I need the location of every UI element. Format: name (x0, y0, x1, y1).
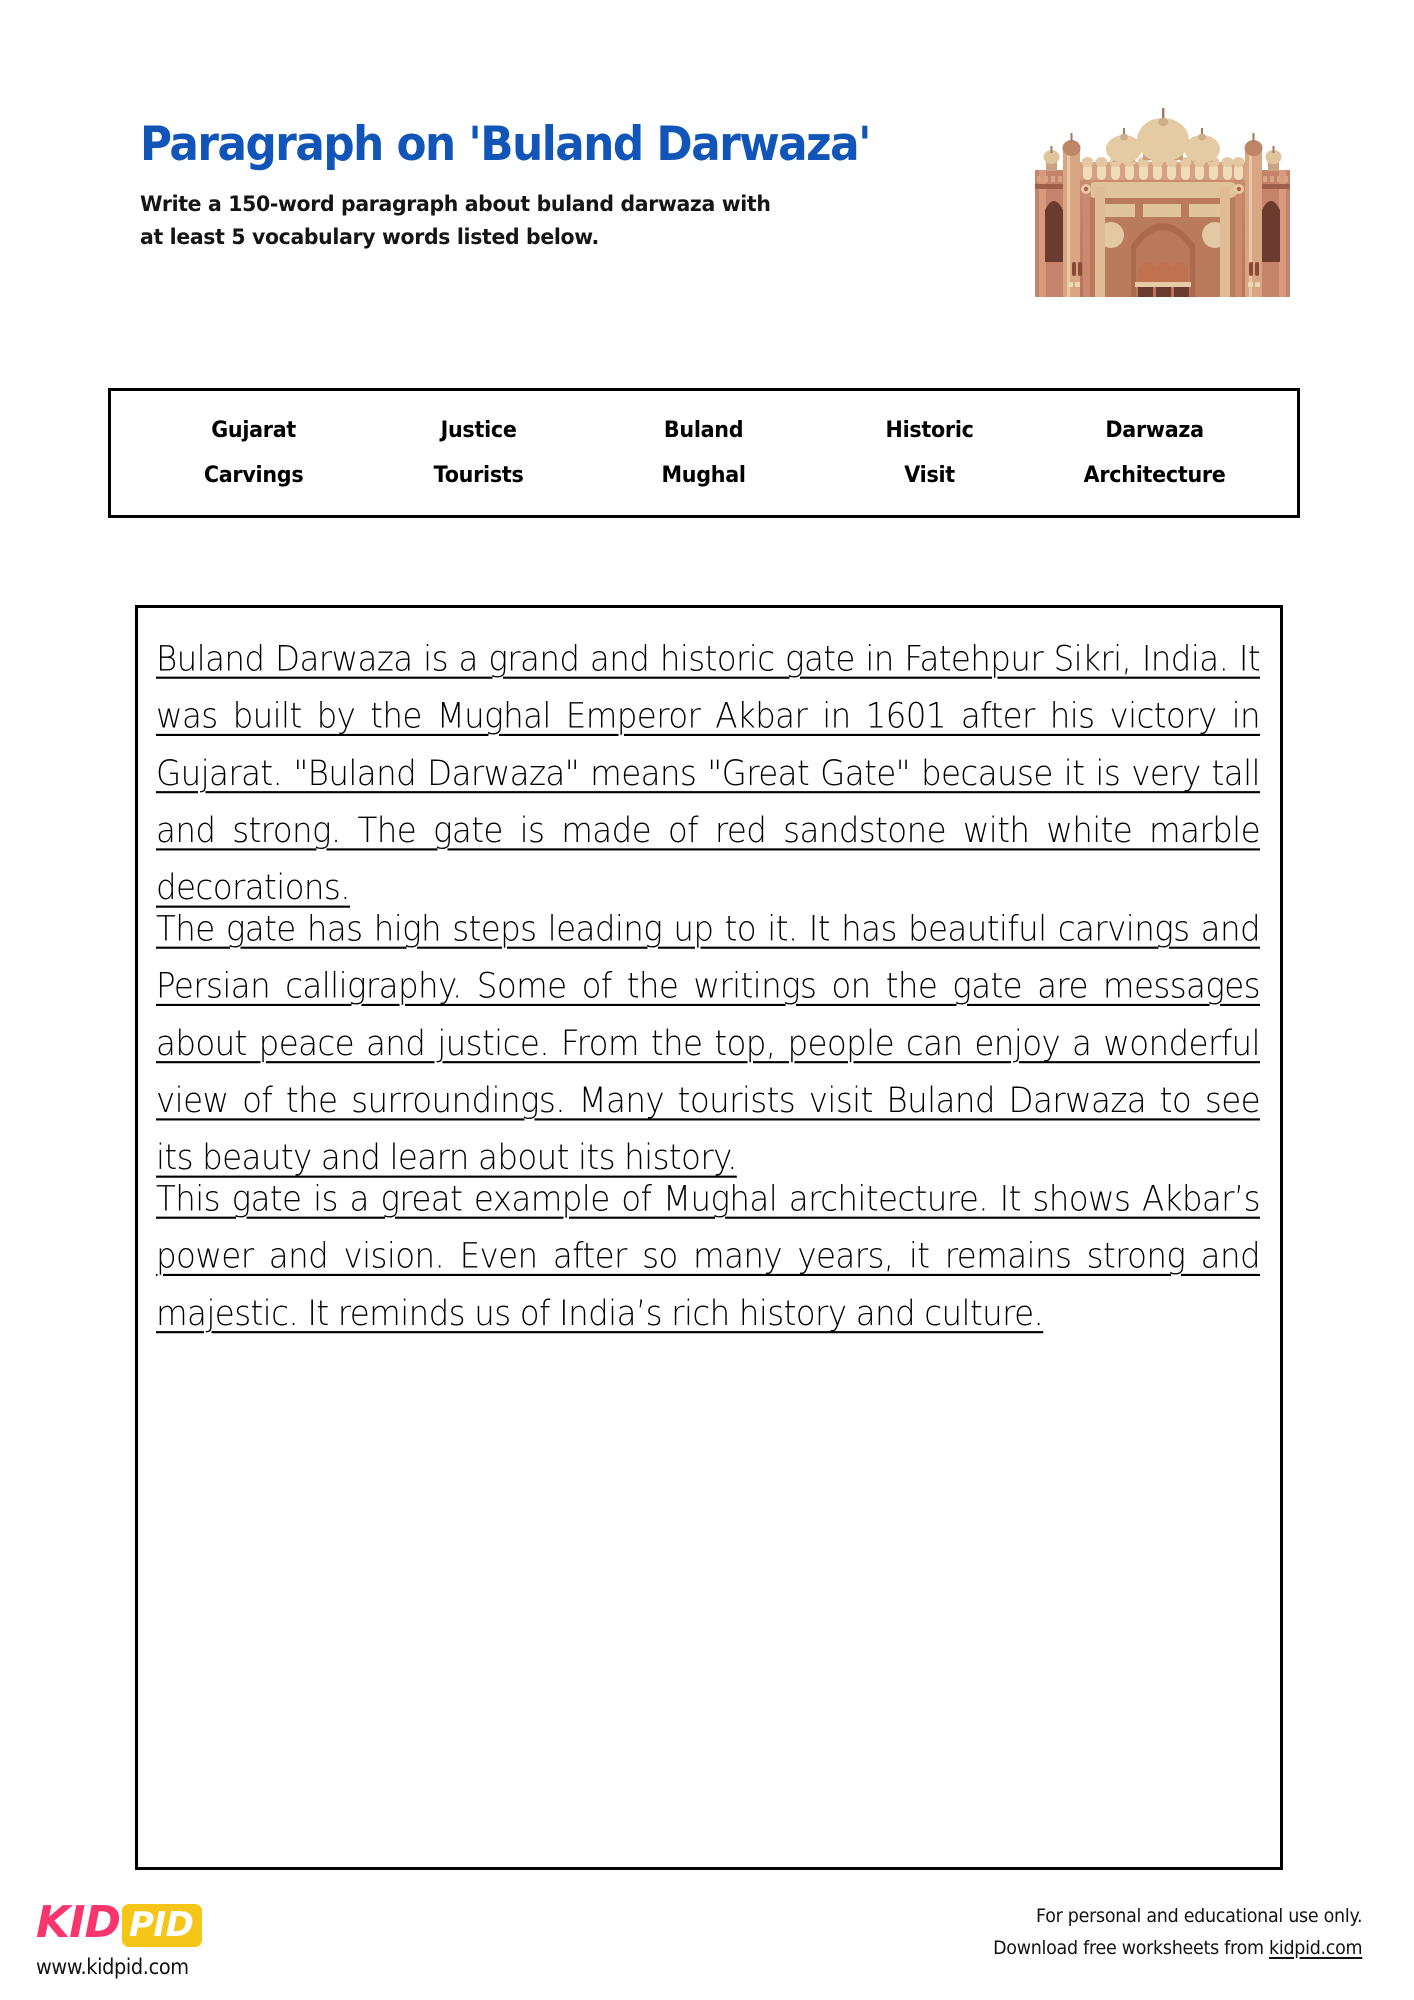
vocabulary-word: Darwaza (1105, 418, 1204, 443)
instructions-line-2: at least 5 vocabulary words listed below. (140, 225, 599, 251)
page-instructions (140, 189, 995, 254)
vocabulary-word: Historic (885, 418, 974, 443)
vocabulary-box (108, 388, 1300, 518)
answer-paragraph-3 (156, 1170, 1260, 1342)
vocabulary-word: Buland (664, 418, 744, 443)
kidpid-logo[interactable] (36, 1898, 202, 1979)
vocabulary-word: Gujarat (211, 418, 296, 443)
answer-writing-box[interactable] (135, 605, 1283, 1870)
buland-darwaza-gate-illustration (1035, 92, 1290, 297)
vocabulary-word: Visit (903, 463, 955, 488)
page-footer (0, 1890, 1414, 2000)
vocabulary-row-2 (111, 463, 1297, 488)
vocabulary-row-1 (111, 418, 1297, 443)
vocabulary-word: Justice (440, 418, 517, 443)
logo-pid-text: PID (122, 1904, 202, 1947)
vocabulary-word: Architecture (1083, 463, 1226, 488)
vocabulary-word: Mughal (661, 463, 747, 488)
answer-paragraph-1-text: Buland Darwaza is a grand and historic gate in Fatehpur Sikri, India. It was built by the Mughal Emperor Akbar in 1601 after his victory in Gujarat. "Buland Darwaza" means "Great Gate" because it is very tall and strong. The gate is made of red sandstone with white marble decorations. (156, 638, 1260, 908)
logo-website-url: www.kidpid.com (36, 1955, 189, 1979)
worksheet-header (140, 117, 1040, 255)
vocabulary-word: Carvings (203, 463, 304, 488)
footer-usage-note (993, 1900, 1362, 1965)
page-title: Paragraph on 'Buland Darwaza' (140, 117, 871, 172)
footer-note-line-1: For personal and educational use only. (1035, 1905, 1362, 1927)
answer-paragraph-1 (156, 630, 1260, 916)
kidpid-link[interactable]: kidpid.com (1268, 1937, 1362, 1960)
answer-paragraph-2 (156, 900, 1260, 1186)
answer-paragraph-2-text: The gate has high steps leading up to it. It has beautiful carvings and Persian calligraphy. Some of the writings on the gate are messages about peace and justice. From the top, people can enjoy a wonderful view of the surroundings. Many tourists visit Buland Darwaza to see its beauty and learn about its history. (156, 908, 1260, 1178)
vocabulary-word: Tourists (433, 463, 524, 488)
footer-note-line-2-prefix: Download free worksheets from (992, 1937, 1269, 1960)
answer-paragraph-3-text: This gate is a great example of Mughal architecture. It shows Akbar’s power and vision. Even after so many years, it remains strong and majestic. It reminds us of India’s rich history and culture. (156, 1178, 1260, 1334)
footer-note-line-2 (993, 1932, 1362, 1964)
instructions-line-1: Write a 150-word paragraph about buland darwaza with (140, 192, 771, 218)
kidpid-logo-marks (36, 1898, 202, 1947)
logo-kid-text: KID (36, 1896, 120, 1948)
